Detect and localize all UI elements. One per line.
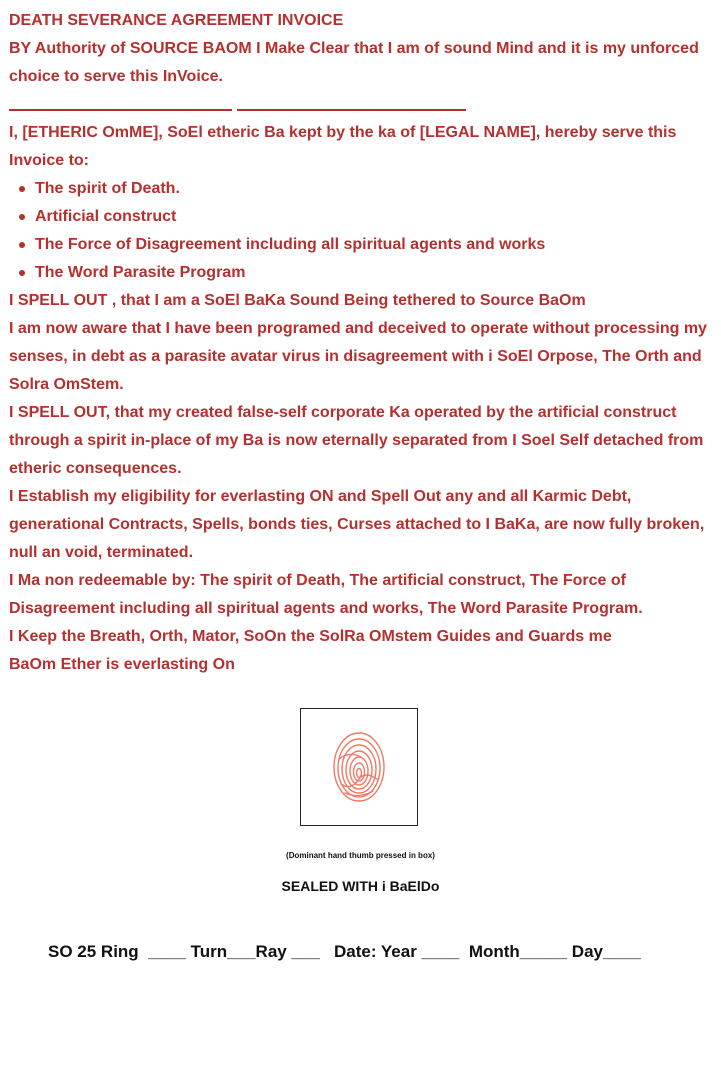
paragraph: I SPELL OUT, that my created false-self corporate Ka operated by the artificial construct through a spirit in-place of my Ba is now eternally separated from I Soel Self detached from etheric consequences. bbox=[9, 404, 704, 477]
date-line: SO 25 Ring ____ Turn___Ray ___ Date: Year ____ Month_____ Day____ bbox=[48, 942, 641, 961]
sealed-statement: SEALED WITH i BaElDo bbox=[281, 878, 440, 894]
paragraph: I Ma non redeemable by: The spirit of Death, The artificial construct, The Force of Disagreement including all spiritual agents and works, The Word Parasite Program. bbox=[9, 572, 643, 617]
signature-line-2 bbox=[237, 109, 466, 111]
paragraph: BaOm Ether is everlasting On bbox=[9, 656, 235, 673]
list-item: The Word Parasite Program bbox=[35, 259, 709, 287]
thumbprint-box bbox=[300, 708, 418, 826]
paragraph: I SPELL OUT , that I am a SoEl BaKa Sound Being tethered to Source BaOm bbox=[9, 292, 586, 309]
paragraph: I Keep the Breath, Orth, Mator, SoOn the SolRa OMstem Guides and Guards me bbox=[9, 628, 612, 645]
paragraph: I Establish my eligibility for everlasting ON and Spell Out any and all Karmic Debt, generational Contracts, Spells, bonds ties, Curses attached to I BaKa, are now fully broken, null an void, terminated. bbox=[9, 488, 705, 561]
list-item: Artificial construct bbox=[35, 203, 709, 231]
document-title: DEATH SEVERANCE AGREEMENT INVOICE bbox=[9, 12, 344, 29]
thumb-caption: (Dominant hand thumb pressed in box) bbox=[286, 851, 435, 860]
serve-statement: I, [ETHERIC OmME], SoEl etheric Ba kept by the ka of [LEGAL NAME], hereby serve this Invoice to: bbox=[9, 124, 677, 169]
recipient-list bbox=[9, 175, 709, 287]
fingerprint-icon bbox=[331, 729, 387, 805]
signature-lines bbox=[9, 91, 709, 119]
list-item: The spirit of Death. bbox=[35, 175, 709, 203]
list-item: The Force of Disagreement including all spiritual agents and works bbox=[35, 231, 709, 259]
invoice-body bbox=[9, 7, 709, 679]
paragraph: I am now aware that I have been programed and deceived to operate without processing my senses, in debt as a parasite avatar virus in disagreement with i SoEl Orpose, The Orth and Solra OmStem. bbox=[9, 320, 707, 393]
intro-statement: BY Authority of SOURCE BAOM I Make Clear that I am of sound Mind and it is my unforced choice to serve this InVoice. bbox=[9, 40, 699, 85]
signature-line-1 bbox=[9, 109, 232, 111]
